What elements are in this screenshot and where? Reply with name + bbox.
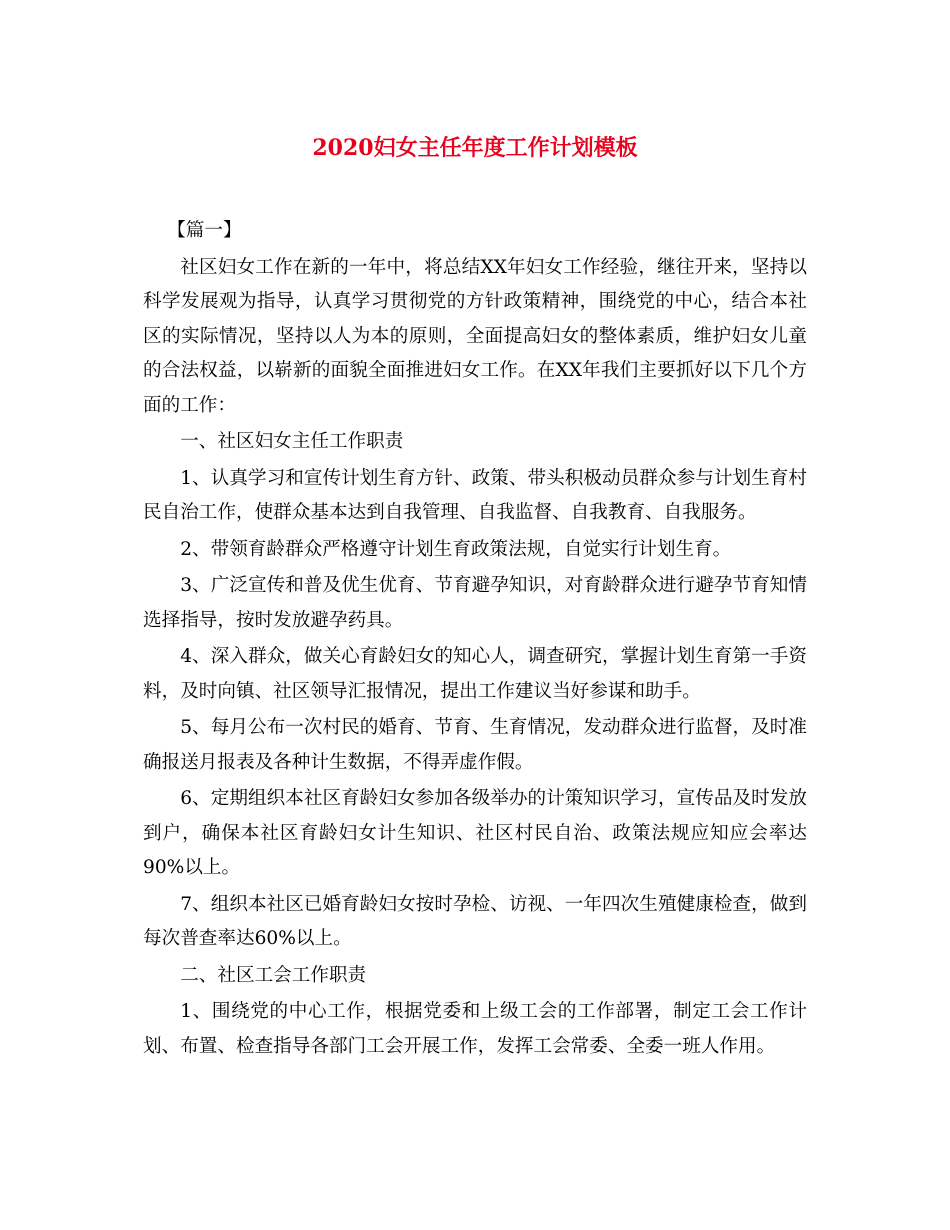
document-title: 2020妇女主任年度工作计划模板 xyxy=(312,135,638,161)
duty-item-7: 7、组织本社区已婚育龄妇女按时孕检、访视、一年四次生殖健康检查，做到每次普查率达60%以上。 xyxy=(143,893,807,949)
section-tag: 【篇一】 xyxy=(167,220,242,241)
intro-paragraph: 社区妇女工作在新的一年中，将总结XX年妇女工作经验，继往开来，坚持以科学发展观为指导，认真学习贯彻党的方针政策精神，围绕党的中心，结合本社区的实际情况，坚持以人为本的原则，全面提高妇女的整体素质，维护妇女儿童的合法权益，以崭新的面貌全面推进妇女工作。在XX年我们主要抓好以下几个方面的工作： xyxy=(143,256,807,416)
duty-item-3: 3、广泛宣传和普及优生优育、节育避孕知识，对育龄群众进行避孕节育知情选择指导，按时发放避孕药具。 xyxy=(143,575,807,631)
section-heading-union: 二、社区工会工作职责 xyxy=(180,964,367,986)
duty-item-5: 5、每月公布一次村民的婚育、节育、生育情况，发动群众进行监督，及时准确报送月报表及各种计生数据，不得弄虚作假。 xyxy=(143,717,807,773)
union-item-1: 1、围绕党的中心工作，根据党委和上级工会的工作部署，制定工会工作计划、布置、检查指导各部门工会开展工作，发挥工会常委、全委一班人作用。 xyxy=(143,1001,807,1057)
section-heading-women-director: 一、社区妇女主任工作职责 xyxy=(180,431,404,452)
duty-item-4: 4、深入群众，做关心育龄妇女的知心人，调查研究，掌握计划生育第一手资料，及时向镇、社区领导汇报情况，提出工作建议当好参谋和助手。 xyxy=(143,646,807,702)
duty-item-1: 1、认真学习和宣传计划生育方针、政策、带头积极动员群众参与计划生育村民自治工作，使群众基本达到自我管理、自我监督、自我教育、自我服务。 xyxy=(143,467,807,523)
duty-item-2: 2、带领育龄群众严格遵守计划生育政策法规，自觉实行计划生育。 xyxy=(180,538,732,560)
document-body xyxy=(143,214,807,1064)
duty-item-6: 6、定期组织本社区育龄妇女参加各级举办的计策知识学习，宣传品及时发放到户，确保本社区育龄妇女计生知识、社区村民自治、政策法规应知应会率达90%以上。 xyxy=(143,788,807,878)
